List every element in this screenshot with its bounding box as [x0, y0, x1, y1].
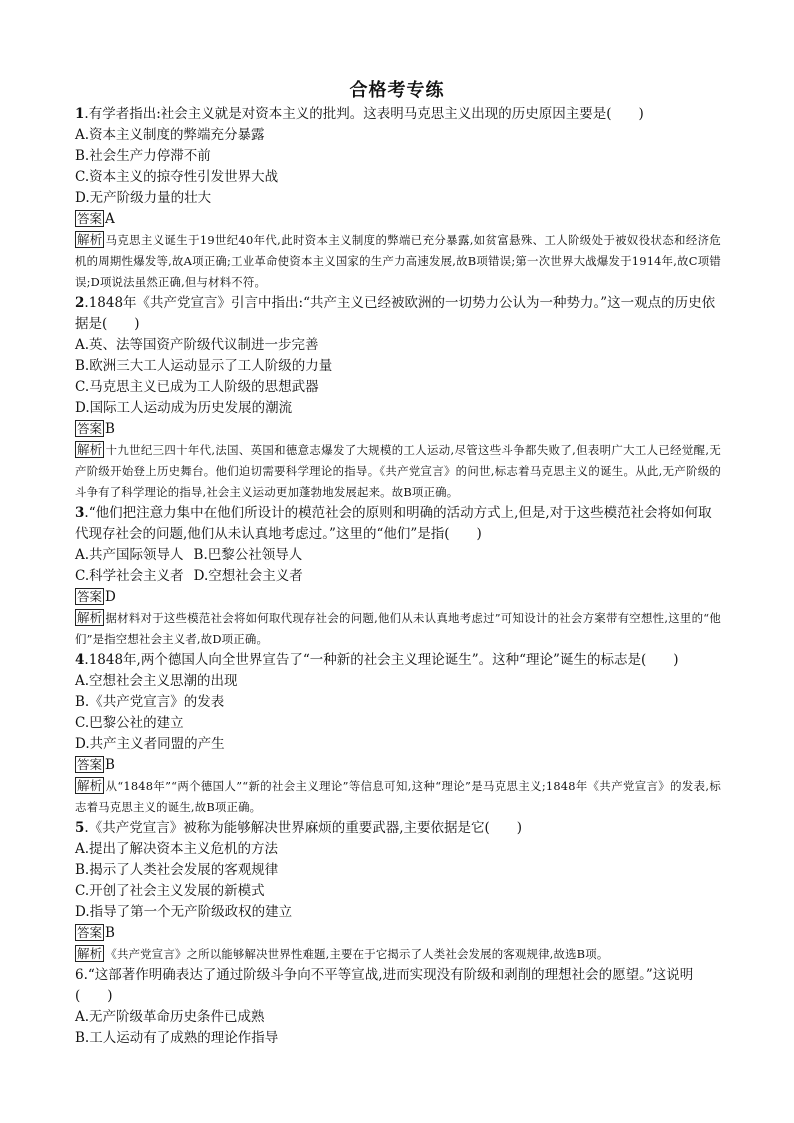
explanation-text: 十九世纪三四十年代,法国、英国和德意志爆发了大规模的工人运动,尽管这些斗争都失败了,但表明广大工人已经觉醒,无产阶级开始登上历史舞台。他们迫切需要科学理论的指导。《共产党宣言》的问世,标志着马克思主义的诞生。从此,无产阶级的斗争有了科学理论的指导,社会主义运动更加蓬勃地发展起来。故B项正确。 [75, 443, 721, 499]
option-row [75, 566, 721, 587]
explanation-text: 《共产党宣言》之所以能够解决世界性难题,主要在于它揭示了人类社会发展的客观规律,故选B项。 [105, 947, 609, 961]
question-text: .《共产党宣言》被称为能够解决世界麻烦的重要武器,主要依据是它( ) [84, 820, 523, 836]
option-d: D.共产主义者同盟的产生 [75, 736, 225, 752]
answer-value: D [105, 589, 116, 605]
question-number: 5 [75, 820, 85, 836]
answer-line [75, 419, 721, 440]
question-text: .1848年,两个德国人向全世界宣告了“一种新的社会主义理论诞生”。这种“理论”诞生的标志是( ) [84, 652, 679, 668]
option-a: A.英、法等国资产阶级代议制进一步完善 [75, 337, 319, 353]
question-number: 3 [75, 505, 85, 521]
option-d: D.空想社会主义者 [193, 568, 303, 584]
question-6-stem [75, 965, 721, 1007]
option-row [75, 545, 721, 566]
option-a: A.空想社会主义思潮的出现 [75, 673, 238, 689]
question-2-stem [75, 293, 721, 335]
explain-tag: 解析 [77, 232, 103, 247]
explain-tag: 解析 [77, 778, 103, 793]
answer-line [75, 755, 721, 776]
option-d: D.无产阶级力量的壮大 [75, 190, 212, 206]
question-number: 1 [75, 106, 85, 122]
answer-tag: 答案 [77, 589, 103, 604]
answer-tag: 答案 [77, 211, 103, 226]
question-text: .“他们把注意力集中在他们所设计的模范社会的原则和明确的活动方式上,但是,对于这些模范社会将如何取代现存社会的问题,他们从未认真地考虑过。”这里的“他们”是指( ) [75, 505, 712, 542]
answer-line [75, 209, 721, 230]
answer-tag: 答案 [77, 421, 103, 436]
answer-tag: 答案 [77, 925, 103, 940]
option-c: C.巴黎公社的建立 [75, 715, 184, 731]
option-b: B.社会生产力停滞不前 [75, 148, 211, 164]
answer-tag: 答案 [77, 757, 103, 772]
option-a: A.无产阶级革命历史条件已成熟 [75, 1009, 265, 1025]
question-text: .“这部著作明确表达了通过阶级斗争向不平等宣战,进而实现没有阶级和剥削的理想社会的愿望。”这说明( ) [75, 967, 694, 1004]
explanation [75, 944, 721, 965]
question-4-stem [75, 650, 721, 671]
explanation-text: 从“1848年”“两个德国人”“新的社会主义理论”等信息可知,这种“理论”是马克思主义;1848年《共产党宣言》的发表,标志着马克思主义的诞生,故B项正确。 [75, 779, 721, 814]
question-5-stem [75, 818, 721, 839]
question-number: 2 [75, 295, 85, 311]
option-c: C.科学社会主义者 [75, 568, 184, 584]
option-b: B.《共产党宣言》的发表 [75, 694, 225, 710]
question-list [75, 104, 721, 1049]
explain-tag: 解析 [77, 610, 103, 625]
explanation [75, 230, 721, 293]
page-title: 合格考专练 [349, 80, 445, 101]
option-b: B.揭示了人类社会发展的客观规律 [75, 862, 279, 878]
question-3-stem [75, 503, 721, 545]
answer-value: B [105, 757, 115, 773]
answer-line [75, 923, 721, 944]
option-b: B.工人运动有了成熟的理论作指导 [75, 1030, 279, 1046]
explanation-text: 据材料对于这些模范社会将如何取代现存社会的问题,他们从未认真地考虑过”可知设计的社会方案带有空想性,这里的“他们”是指空想社会主义者,故D项正确。 [75, 611, 721, 646]
explanation-text: 马克思主义诞生于19世纪40年代,此时资本主义制度的弊端已充分暴露,如贫富悬殊、工人阶级处于被奴役状态和经济危机的周期性爆发等,故A项正确;工业革命使资本主义国家的生产力高速发展,故B项错误;第一次世界大战爆发于1914年,故C项错误;D项说法虽然正确,但与材料不符。 [75, 233, 721, 289]
option-d: D.国际工人运动成为历史发展的潮流 [75, 400, 293, 416]
explanation [75, 608, 721, 650]
explain-tag: 解析 [77, 442, 103, 457]
explanation [75, 776, 721, 818]
question-text: .1848年《共产党宣言》引言中指出:“共产主义已经被欧洲的一切势力公认为一种势力。”这一观点的历史依据是( ) [75, 295, 716, 332]
answer-value: B [105, 421, 115, 437]
option-c: C.开创了社会主义发展的新模式 [75, 883, 265, 899]
answer-value: A [105, 211, 115, 227]
option-a: A.资本主义制度的弊端充分暴露 [75, 127, 265, 143]
option-d: D.指导了第一个无产阶级政权的建立 [75, 904, 293, 920]
question-1-stem [75, 104, 721, 125]
option-c: C.马克思主义已成为工人阶级的思想武器 [75, 379, 319, 395]
option-b: B.巴黎公社领导人 [193, 547, 303, 563]
answer-line [75, 587, 721, 608]
explanation [75, 440, 721, 503]
option-a: A.共产国际领导人 [75, 547, 184, 563]
option-a: A.提出了解决资本主义危机的方法 [75, 841, 279, 857]
explain-tag: 解析 [77, 946, 103, 961]
question-number: 6 [75, 967, 84, 983]
question-text: .有学者指出:社会主义就是对资本主义的批判。这表明马克思主义出现的历史原因主要是( ) [84, 106, 644, 122]
option-b: B.欧洲三大工人运动显示了工人阶级的力量 [75, 358, 333, 374]
question-number: 4 [75, 652, 85, 668]
option-c: C.资本主义的掠夺性引发世界大战 [75, 169, 279, 185]
answer-value: B [105, 925, 115, 941]
